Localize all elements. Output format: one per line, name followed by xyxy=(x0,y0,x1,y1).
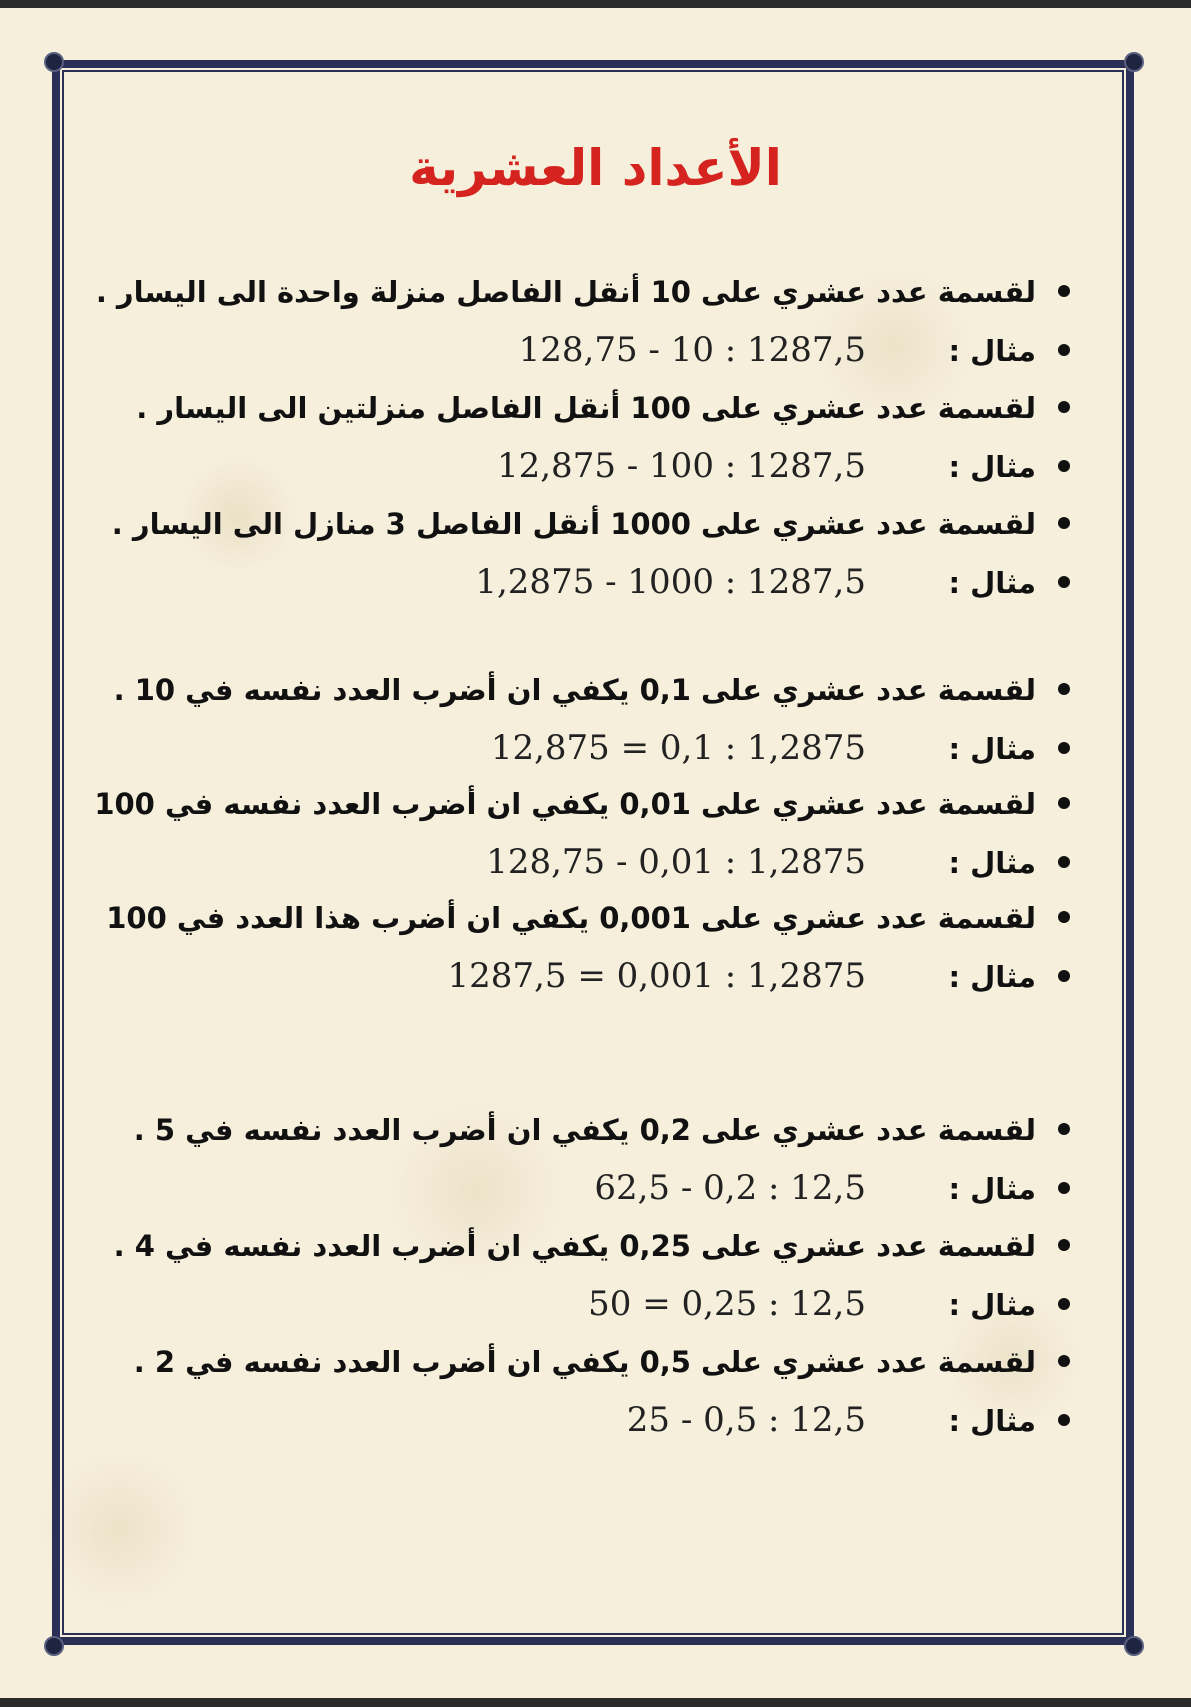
rule-item xyxy=(80,784,1070,824)
example-item xyxy=(80,956,1070,997)
example-equation: 12,875 - 100 : 1287,5 xyxy=(496,446,866,486)
example-label: مثال : xyxy=(948,1288,1036,1322)
bullet-icon xyxy=(1058,911,1070,923)
frame-corner-top-right xyxy=(1124,52,1144,72)
example-item xyxy=(80,1400,1070,1441)
example-label: مثال : xyxy=(948,566,1036,600)
frame-corner-top-left xyxy=(44,52,64,72)
rule-text: لقسمة عدد عشري على 0,25 يكفي ان أضرب العدد نفسه في 4 . xyxy=(113,1229,1036,1263)
example-label: مثال : xyxy=(948,450,1036,484)
bullet-icon xyxy=(1058,401,1070,413)
bullet-icon xyxy=(1058,576,1070,588)
bullet-icon xyxy=(1058,344,1070,356)
rule-text: لقسمة عدد عشري على 0,2 يكفي ان أضرب العدد نفسه في 5 . xyxy=(133,1113,1036,1147)
example-item xyxy=(80,842,1070,883)
rule-item xyxy=(80,1226,1070,1266)
rule-text: لقسمة عدد عشري على 1000 أنقل الفاصل 3 منازل الى اليسار . xyxy=(111,507,1036,541)
bullet-icon xyxy=(1058,797,1070,809)
rule-item xyxy=(80,1342,1070,1382)
bullet-icon xyxy=(1058,1182,1070,1194)
bullet-icon xyxy=(1058,517,1070,529)
bullet-icon xyxy=(1058,683,1070,695)
bullet-icon xyxy=(1058,1355,1070,1367)
example-label: مثال : xyxy=(948,1404,1036,1438)
example-label: مثال : xyxy=(948,846,1036,880)
example-equation: 1287,5 = 0,001 : 1,2875 xyxy=(447,956,866,996)
rule-text: لقسمة عدد عشري على 0,01 يكفي ان أضرب العدد نفسه في 100 xyxy=(94,787,1036,821)
rule-item xyxy=(80,504,1070,544)
example-item xyxy=(80,562,1070,603)
rule-item xyxy=(80,1110,1070,1150)
example-equation: 12,875 = 0,1 : 1,2875 xyxy=(490,728,866,768)
rule-item xyxy=(80,898,1070,938)
example-equation: 62,5 - 0,2 : 12,5 xyxy=(594,1168,866,1208)
bullet-icon xyxy=(1058,460,1070,472)
rule-text: لقسمة عدد عشري على 100 أنقل الفاصل منزلتين الى اليسار . xyxy=(136,391,1036,425)
example-item xyxy=(80,446,1070,487)
bullet-icon xyxy=(1058,742,1070,754)
example-item xyxy=(80,1168,1070,1209)
bullet-icon xyxy=(1058,1123,1070,1135)
page-title: الأعداد العشرية xyxy=(409,139,782,197)
rule-text: لقسمة عدد عشري على 10 أنقل الفاصل منزلة واحدة الى اليسار . xyxy=(95,275,1036,309)
rule-item xyxy=(80,272,1070,312)
rule-item xyxy=(80,670,1070,710)
example-item xyxy=(80,330,1070,371)
bullet-icon xyxy=(1058,1298,1070,1310)
example-equation: 1,2875 - 1000 : 1287,5 xyxy=(475,562,866,602)
bullet-icon xyxy=(1058,1239,1070,1251)
frame-corner-bottom-left xyxy=(44,1636,64,1656)
rule-text: لقسمة عدد عشري على 0,1 يكفي ان أضرب العدد نفسه في 10 . xyxy=(113,673,1036,707)
rule-item xyxy=(80,388,1070,428)
example-equation: 128,75 - 0,01 : 1,2875 xyxy=(486,842,866,882)
bullet-icon xyxy=(1058,970,1070,982)
example-label: مثال : xyxy=(948,1172,1036,1206)
example-label: مثال : xyxy=(948,960,1036,994)
bullet-icon xyxy=(1058,1414,1070,1426)
example-equation: 128,75 - 10 : 1287,5 xyxy=(518,330,866,370)
rule-text: لقسمة عدد عشري على 0,001 يكفي ان أضرب هذا العدد في 100 xyxy=(106,901,1036,935)
rule-text: لقسمة عدد عشري على 0,5 يكفي ان أضرب العدد نفسه في 2 . xyxy=(133,1345,1036,1379)
frame-corner-bottom-right xyxy=(1124,1636,1144,1656)
example-equation: 50 = 0,25 : 12,5 xyxy=(588,1284,866,1324)
example-label: مثال : xyxy=(948,732,1036,766)
example-label: مثال : xyxy=(948,334,1036,368)
example-equation: 25 - 0,5 : 12,5 xyxy=(626,1400,866,1440)
example-item xyxy=(80,728,1070,769)
bullet-icon xyxy=(1058,285,1070,297)
example-item xyxy=(80,1284,1070,1325)
bullet-icon xyxy=(1058,856,1070,868)
